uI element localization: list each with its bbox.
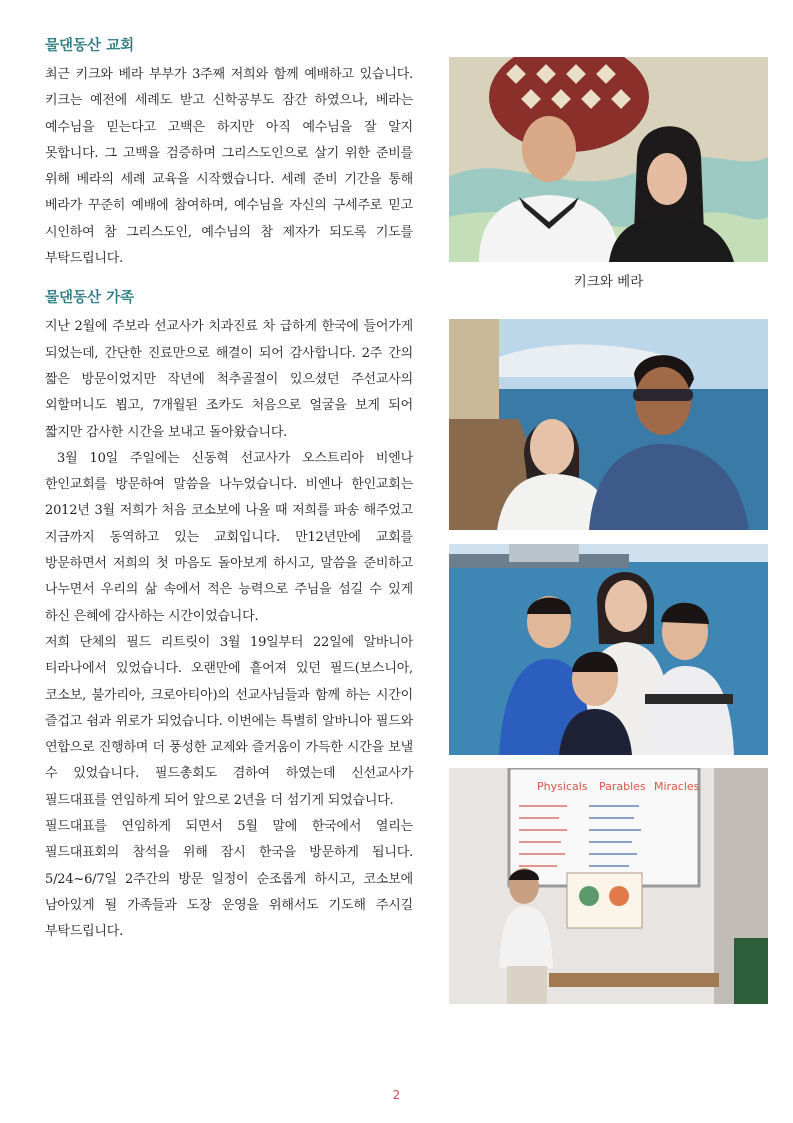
photo-couple bbox=[449, 57, 768, 262]
photo-seaside-couple bbox=[449, 319, 768, 530]
family-heading: 물댄동산 가족 bbox=[45, 290, 135, 307]
photo-family bbox=[449, 544, 768, 755]
whiteboard-heading-3: Miracles bbox=[654, 780, 700, 793]
church-heading: 물댄동산 교회 bbox=[45, 38, 135, 54]
photo-classroom bbox=[449, 768, 768, 1004]
family-paragraph-3: 저희 단체의 필드 리트릿이 3월 19일부터 22일에 알바니아 티라나에서 있었습니다. 오랜만에 흩어져 있던 필드(보스니아, 코소보, 불가리아, 크로아티아)의 선교사님들과 함께 하는 시간이 즐겁고 쉼과 위로가 되었습니다. 이번에는 특별히 알바니아 필드와 연합으로 진행하며 더 풍성한 교제와 즐거움이 가득한 시간을 보낼 수 있었습니다. 필드총회도 겸하여 하였는데 신선교사가 필드대표를 연임하게 되어 앞으로 2년을 더 섬기게 되었습니다. bbox=[45, 634, 413, 808]
couple-caption: 키크와 베라 bbox=[573, 274, 644, 290]
whiteboard-heading-2: Parables bbox=[599, 780, 646, 793]
family-paragraph-1: 지난 2월에 주보라 선교사가 치과진료 차 급하게 한국에 들어가게 되었는데, 간단한 진료만으로 해결이 되어 감사합니다. 2주 간의 짧은 방문이었지만 작년에 척추골절이 있으셨던 주선교사의 외할머니도 뵙고, 7개월된 조카도 처음으로 얼굴을 보게 되어 짧지만 감사한 시간을 보내고 돌아왔습니다. bbox=[45, 319, 413, 440]
page-number: 2 bbox=[392, 1088, 401, 1102]
family-paragraph-2: 3월 10일 주일에는 신동혁 선교사가 오스트리아 비엔나 한인교회를 방문하여 말씀을 나누었습니다. 비엔나 한인교회는 2012년 3월 저희가 처음 코소보에 나올 때 저희를 파송 해주었고 지금까지 동역하고 있는 교회입니다. 만12년만에 교회를 방문하면서 저희의 첫 마음도 돌아보게 하시고, 말씀을 준비하고 나누면서 우리의 삶 속에서 적은 능력으로 주님을 섬길 수 있게 하신 은혜에 감사하는 시간이었습니다. bbox=[45, 450, 417, 624]
text-column bbox=[45, 36, 417, 946]
church-paragraph: 최근 키크와 베라 부부가 3주째 저희와 함께 예배하고 있습니다. 키크는 예전에 세례도 받고 신학공부도 잠간 하였으나, 베라는 예수님을 믿는다고 고백은 하지만 아직 예수님을 잘 알지 못합니다. 그 고백을 검증하며 그리스도인으로 살기 위한 준비를 위해 베라의 세례 교육을 시작했습니다. 세례 준비 기간을 통해 베라가 꾸준히 예배에 참여하며, 예수님을 자신의 구세주로 믿고 시인하여 참 그리스도인, 예수님의 참 제자가 되도록 기도를 부탁드립니다. bbox=[45, 67, 413, 267]
whiteboard-heading-1: Physicals bbox=[537, 780, 588, 793]
family-paragraph-4: 필드대표를 연임하게 되면서 5월 말에 한국에서 열리는 필드대표회의 참석을 위해 잠시 한국을 방문하게 됩니다. 5/24~6/7일 2주간의 방문 일정이 순조롭게 하시고, 코소보에 남아있게 될 가족들과 도장 운영을 위해서도 기도해 주시길 부탁드립니다. bbox=[45, 819, 413, 940]
